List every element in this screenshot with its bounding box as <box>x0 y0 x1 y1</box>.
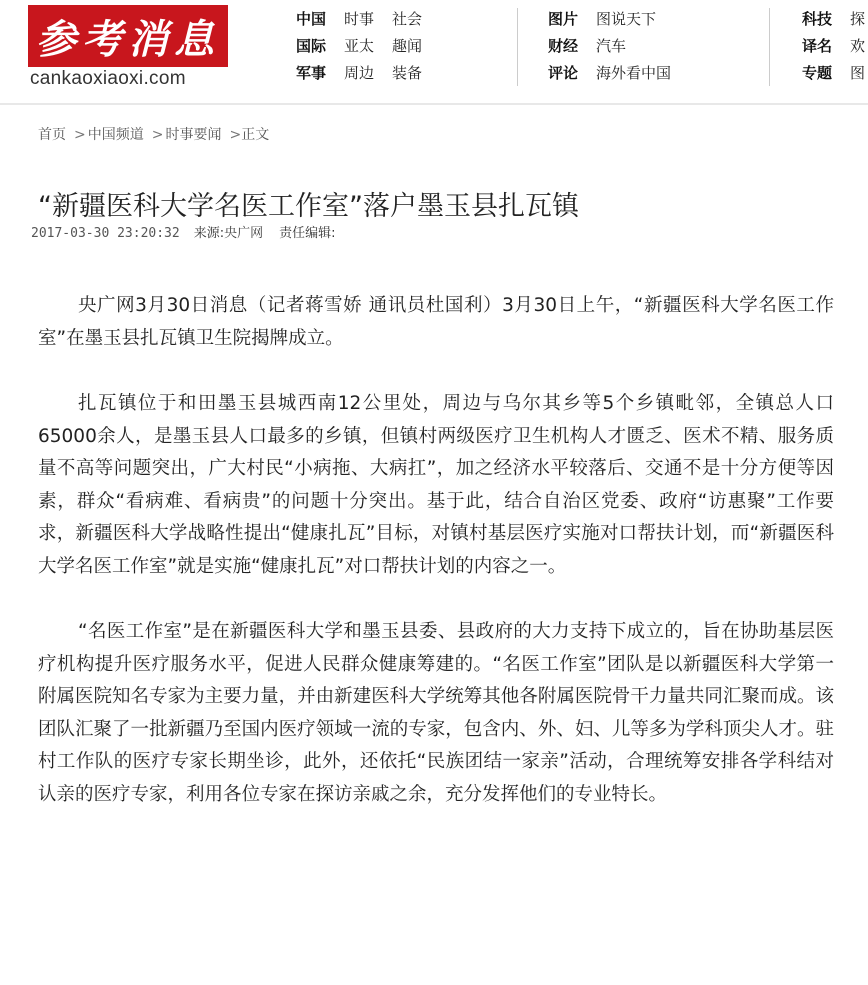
nav-row <box>802 62 868 89</box>
nav-link-pictures[interactable]: 图 <box>850 64 866 82</box>
editor-label: 责任编辑: <box>279 226 336 241</box>
nav-link-overseas-view[interactable]: 海外看中国 <box>596 64 672 82</box>
site-logo[interactable] <box>28 5 228 67</box>
nav-cat-tech[interactable]: 科技 <box>802 10 833 28</box>
nav-link-oddities[interactable]: 趣闻 <box>392 37 423 55</box>
nav-group-2 <box>548 8 689 89</box>
breadcrumb-separator: > <box>74 127 86 143</box>
nav-row <box>296 35 440 62</box>
breadcrumb-china-channel[interactable]: 中国频道 <box>87 127 144 143</box>
nav-link-explore[interactable]: 探 <box>850 10 866 28</box>
nav-row <box>802 8 868 35</box>
breadcrumb-home[interactable]: 首页 <box>38 127 66 143</box>
nav-link-current-affairs[interactable]: 时事 <box>344 10 375 28</box>
nav-link-world-pictures[interactable]: 图说天下 <box>596 10 657 28</box>
article-title: “新疆医科大学名医工作室”落户墨玉县扎瓦镇 <box>38 191 579 223</box>
source-name[interactable]: 央广网 <box>224 226 264 241</box>
nav-row <box>296 62 440 89</box>
nav-group-1 <box>296 8 440 89</box>
source-label: 来源: <box>193 226 225 241</box>
article-paragraph: 央广网3月30日消息（记者蒋雪娇 通讯员杜国利）3月30日上午，“新疆医科大学名医工作室”在墨玉县扎瓦镇卫生院揭牌成立。 <box>38 295 834 349</box>
nav-cat-china[interactable]: 中国 <box>296 10 327 28</box>
publish-date: 2017-03-30 23:20:32 <box>31 226 180 241</box>
article-paragraph: “名医工作室”是在新疆医科大学和墨玉县委、县政府的大力支持下成立的，旨在协助基层医疗机构提升医疗服务水平，促进人民群众健康筹建的。“名医工作室”团队是以新疆医科大学第一附属医院知名专家为主要力量，并由新建医科大学统筹其他各附属医院骨干力量共同汇聚而成。该团队汇聚了一批新疆乃至国内医疗领域一流的专家，包含内、外、妇、儿等多为学科顶尖人才。驻村工作队的医疗专家长期坐诊，此外，还依托“民族团结一家亲”活动，合理统筹安排各学科结对认亲的医疗专家，利用各位专家在探访亲戚之余，充分发挥他们的专业特长。 <box>38 621 834 805</box>
nav-cat-international[interactable]: 国际 <box>296 37 327 55</box>
nav-link-auto[interactable]: 汽车 <box>596 37 627 55</box>
nav-divider <box>517 8 518 86</box>
logo-text: 参考消息 <box>36 15 220 63</box>
nav-link-asia-pacific[interactable]: 亚太 <box>344 37 375 55</box>
nav-cat-translation[interactable]: 译名 <box>802 37 833 55</box>
breadcrumb <box>38 124 271 144</box>
nav-link-periphery[interactable]: 周边 <box>344 64 375 82</box>
article-paragraph: 扎瓦镇位于和田墨玉县城西南12公里处，周边与乌尔其乡等5个乡镇毗邻，全镇总人口65000余人，是墨玉县人口最多的乡镇，但镇村两级医疗卫生机构人才匮乏、医术不精、服务质量不高等问题突出，广大村民“小病拖、大病扛”，加之经济水平较落后、交通不是十分方便等因素，群众“看病难、看病贵”的问题十分突出。基于此，结合自治区党委、政府“访惠聚”工作要求，新疆医科大学战略性提出“健康扎瓦”目标，对镇村基层医疗实施对口帮扶计划，而“新疆医科大学名医工作室”就是实施“健康扎瓦”对口帮扶计划的内容之一。 <box>38 393 834 577</box>
nav-divider <box>769 8 770 86</box>
breadcrumb-separator: > <box>151 127 164 143</box>
breadcrumb-article: 正文 <box>241 127 270 143</box>
article-body <box>38 290 834 844</box>
nav-row <box>802 35 868 62</box>
nav-row <box>548 62 689 89</box>
nav-row <box>548 8 689 35</box>
site-header <box>0 0 868 105</box>
header-divider <box>0 103 868 105</box>
nav-cat-finance[interactable]: 财经 <box>548 37 579 55</box>
logo-url[interactable]: cankaoxiaoxi.com <box>30 68 186 89</box>
nav-row <box>296 8 440 35</box>
nav-cat-commentary[interactable]: 评论 <box>548 64 579 82</box>
nav-cat-military[interactable]: 军事 <box>296 64 327 82</box>
article-meta <box>31 222 336 241</box>
nav-link-society[interactable]: 社会 <box>392 10 423 28</box>
nav-cat-special[interactable]: 专题 <box>802 64 833 82</box>
nav-row <box>548 35 689 62</box>
nav-link-europe[interactable]: 欢 <box>850 37 866 55</box>
nav-group-3 <box>802 8 868 89</box>
breadcrumb-separator: > <box>229 127 242 143</box>
nav-cat-pictures[interactable]: 图片 <box>548 10 579 28</box>
breadcrumb-current-news[interactable]: 时事要闻 <box>165 127 222 143</box>
nav-link-equipment[interactable]: 装备 <box>392 64 423 82</box>
